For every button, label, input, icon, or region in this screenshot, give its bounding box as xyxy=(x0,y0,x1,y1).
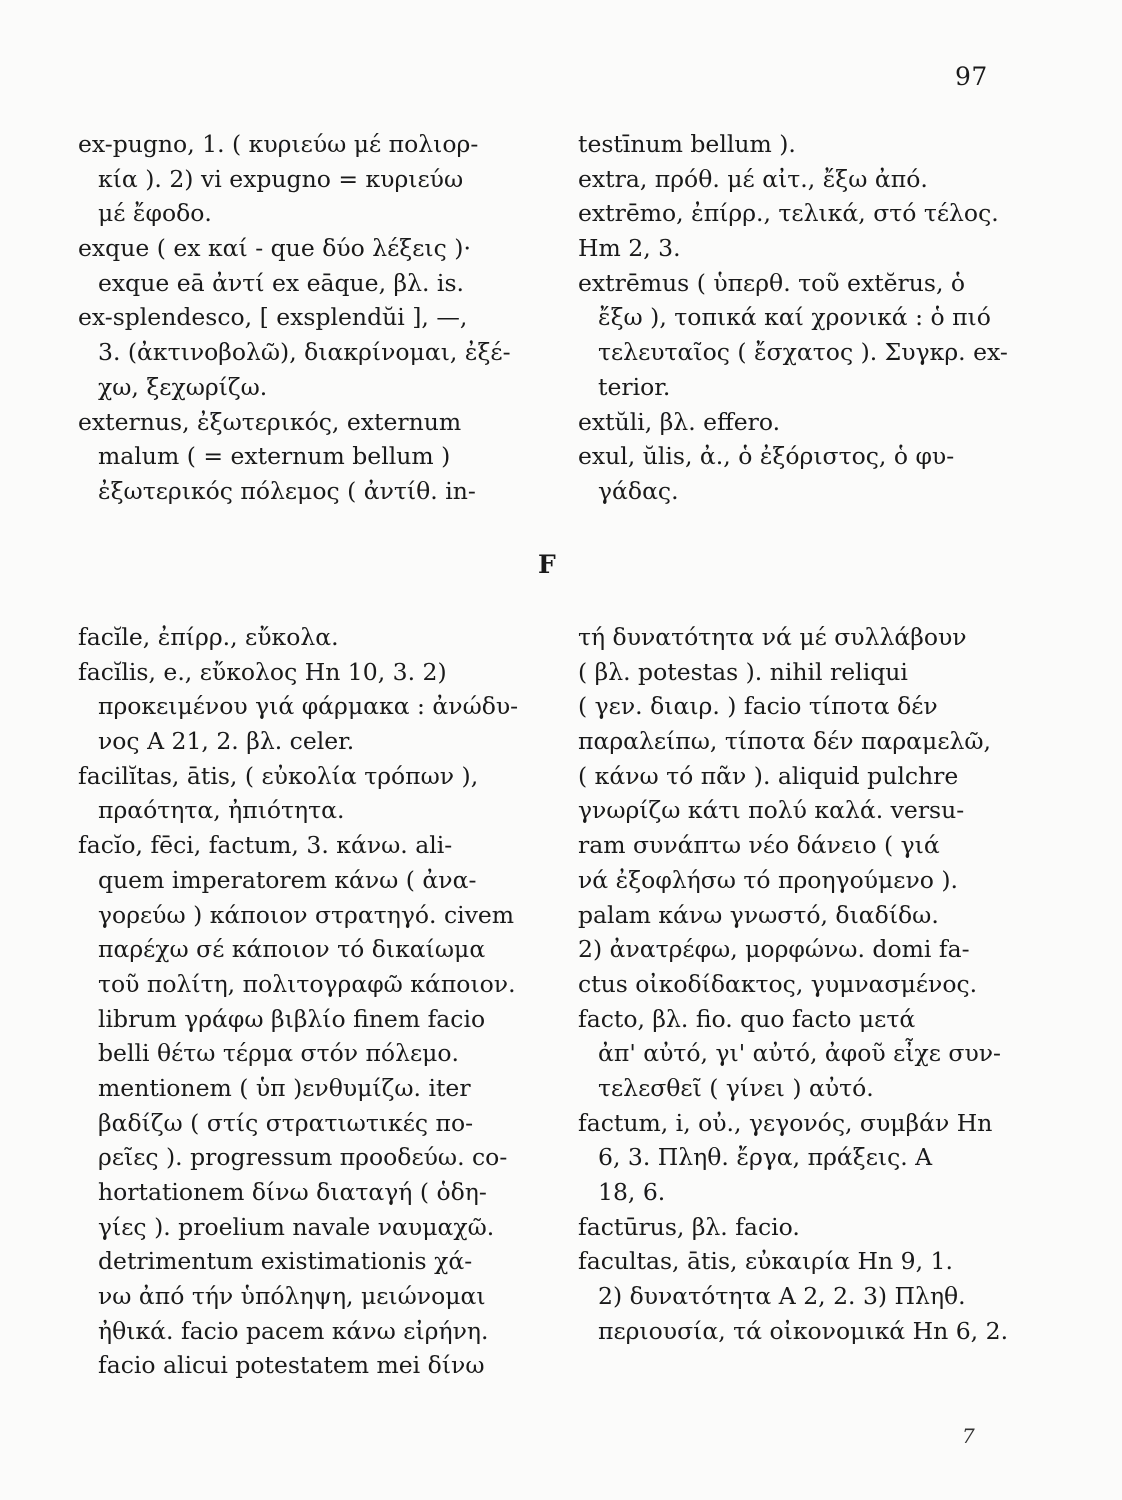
entry-line: ἠθικά. facio pacem κάνω εἰρήνη. xyxy=(98,1316,489,1345)
entry-line: terior. xyxy=(598,372,671,401)
entry-line: πραότητα, ἠπιότητα. xyxy=(98,796,345,825)
entry-line: hortationem δίνω διαταγή ( ὁδη- xyxy=(98,1178,487,1206)
entry-line: testīnum bellum ). xyxy=(578,130,796,158)
entry-line: extrēmus ( ὑπερθ. τοῦ extĕrus, ὁ xyxy=(578,268,966,297)
entry-line: exque ( ex καί - que δύο λέξεις )· xyxy=(78,234,471,263)
entry-line: Hm 2, 3. xyxy=(578,234,681,263)
entry-line: περιουσία, τά οἰκονομικά Hn 6, 2. xyxy=(598,1316,1009,1345)
entry-line: 3. (ἀκτινοβολῶ), διακρίνομαι, ἐξέ- xyxy=(98,338,511,367)
entry-line: 2) δυνατότητα A 2, 2. 3) Πληθ. xyxy=(598,1282,966,1311)
entry-line: γάδας. xyxy=(598,476,679,505)
entry-line: mentionem ( ὑπ )ενθυμίζω. iter xyxy=(98,1073,471,1102)
entry-line: ( κάνω τό πᾶν ). aliquid pulchre xyxy=(578,761,959,790)
entry-line: νος A 21, 2. βλ. celer. xyxy=(98,727,355,756)
entry-line: ( βλ. potestas ). nihil reliqui xyxy=(578,657,908,686)
entry-line: librum γράφω βιβλίο finem facio xyxy=(98,1004,486,1033)
entry-line: 2) ἀνατρέφω, μορφώνω. domi fa- xyxy=(578,935,970,964)
entry-line: extrēmo, ἐπίρρ., τελικά, στό τέλος. xyxy=(578,199,999,228)
entry-line: τοῦ πολίτη, πολιτογραφῶ κάποιον. xyxy=(98,969,516,998)
entry-line: γορεύω ) κάποιον στρατηγό. civem xyxy=(98,900,515,929)
entry-line: γνωρίζω κάτι πολύ καλά. versu- xyxy=(578,796,965,825)
entry-line: factūrus, βλ. facio. xyxy=(578,1212,800,1241)
entry-line: facultas, ātis, εὐκαιρία Hn 9, 1. xyxy=(578,1247,953,1276)
entry-line: facĭo, fēci, factum, 3. κάνω. ali- xyxy=(78,831,453,860)
entry-line: ἔξω ), τοπικά καί χρονικά : ὁ πιό xyxy=(598,303,991,332)
entry-line: facilĭtas, ātis, ( εὐκολία τρόπων ), xyxy=(78,761,479,790)
entry-line: belli θέτω τέρμα στόν πόλεμο. xyxy=(98,1039,460,1068)
entry-line: χω, ξεχωρίζω. xyxy=(98,372,268,401)
entry-line: facĭle, ἐπίρρ., εὔκολα. xyxy=(78,623,339,651)
entry-line: facĭlis, e., εὔκολος Hn 10, 3. 2) xyxy=(78,657,447,686)
entry-line: μέ ἔφοδο. xyxy=(98,199,212,228)
entry-line: externus, ἐξωτερικός, externum xyxy=(78,407,462,436)
entry-line: malum ( = externum bellum ) xyxy=(98,442,451,471)
entry-line: extŭli, βλ. effero. xyxy=(578,407,781,436)
dictionary-column-bottom-left xyxy=(78,620,538,1383)
entry-line: τή δυνατότητα νά μέ συλλάβουν xyxy=(578,623,967,651)
entry-line: ( γεν. διαιρ. ) facio τίποτα δέν xyxy=(578,692,938,721)
entry-line: facto, βλ. fio. quo facto μετά xyxy=(578,1004,916,1033)
entry-line: exul, ŭlis, ἀ., ὁ ἐξόριστος, ὁ φυ- xyxy=(578,442,955,471)
entry-line: παραλείπω, τίποτα δέν παραμελῶ, xyxy=(578,727,992,756)
entry-line: exque eā ἀντί ex eāque, βλ. is. xyxy=(98,268,464,297)
dictionary-column-top-right xyxy=(578,127,1008,509)
entry-line: ctus οἰκοδίδακτος, γυμνασμένος. xyxy=(578,969,978,998)
entry-line: extra, πρόθ. μέ αἰτ., ἔξω ἀπό. xyxy=(578,164,928,193)
entry-line: palam κάνω γνωστό, διαδίδω. xyxy=(578,900,939,929)
entry-line: γίες ). proelium navale ναυμαχῶ. xyxy=(98,1212,495,1241)
entry-line: τελεσθεῖ ( γίνει ) αὐτό. xyxy=(598,1073,874,1102)
entry-line: factum, i, οὐ., γεγονός, συμβάν Hn xyxy=(578,1108,993,1137)
entry-line: ἐξωτερικός πόλεμος ( ἀντίθ. in- xyxy=(98,476,476,505)
entry-line: βαδίζω ( στίς στρατιωτικές πο- xyxy=(98,1108,474,1137)
entry-line: 6, 3. Πληθ. ἔργα, πράξεις. A xyxy=(598,1143,933,1172)
entry-line: detrimentum existimationis χά- xyxy=(98,1247,473,1276)
entry-line: ex-splendesco, [ exsplendŭi ], —, xyxy=(78,303,468,332)
entry-line: νω ἀπό τήν ὑπόληψη, μειώνομαι xyxy=(98,1282,486,1311)
entry-line: προκειμένου γιά φάρμακα : ἀνώδυ- xyxy=(98,692,519,721)
entry-line: ἀπ' αὐτό, γι' αὐτό, ἀφοῦ εἶχε συν- xyxy=(598,1039,1001,1068)
dictionary-column-bottom-right xyxy=(578,620,1009,1348)
section-letter-heading: F xyxy=(538,550,556,579)
page-number: 97 xyxy=(955,62,988,91)
entry-line: τελευταῖος ( ἔσχατος ). Συγκρ. ex- xyxy=(598,338,1008,367)
entry-line: κία ). 2) vi expugno = κυριεύω xyxy=(98,164,464,193)
entry-line: 18, 6. xyxy=(598,1178,666,1206)
entry-line: ρεῖες ). progressum προοδεύω. co- xyxy=(98,1143,508,1172)
signature-mark: 7 xyxy=(962,1424,975,1448)
entry-line: ram συνάπτω νέο δάνειο ( γιά xyxy=(578,831,940,860)
entry-line: νά ἐξοφλήσω τό προηγούμενο ). xyxy=(578,865,959,894)
entry-line: ex-pugno, 1. ( κυριεύω μέ πολιορ- xyxy=(78,130,479,158)
entry-line: facio alicui potestatem mei δίνω xyxy=(98,1351,485,1380)
entry-line: quem imperatorem κάνω ( ἀνα- xyxy=(98,865,477,894)
dictionary-column-top-left xyxy=(78,127,538,509)
entry-line: παρέχω σέ κάποιον τό δικαίωμα xyxy=(98,935,486,964)
